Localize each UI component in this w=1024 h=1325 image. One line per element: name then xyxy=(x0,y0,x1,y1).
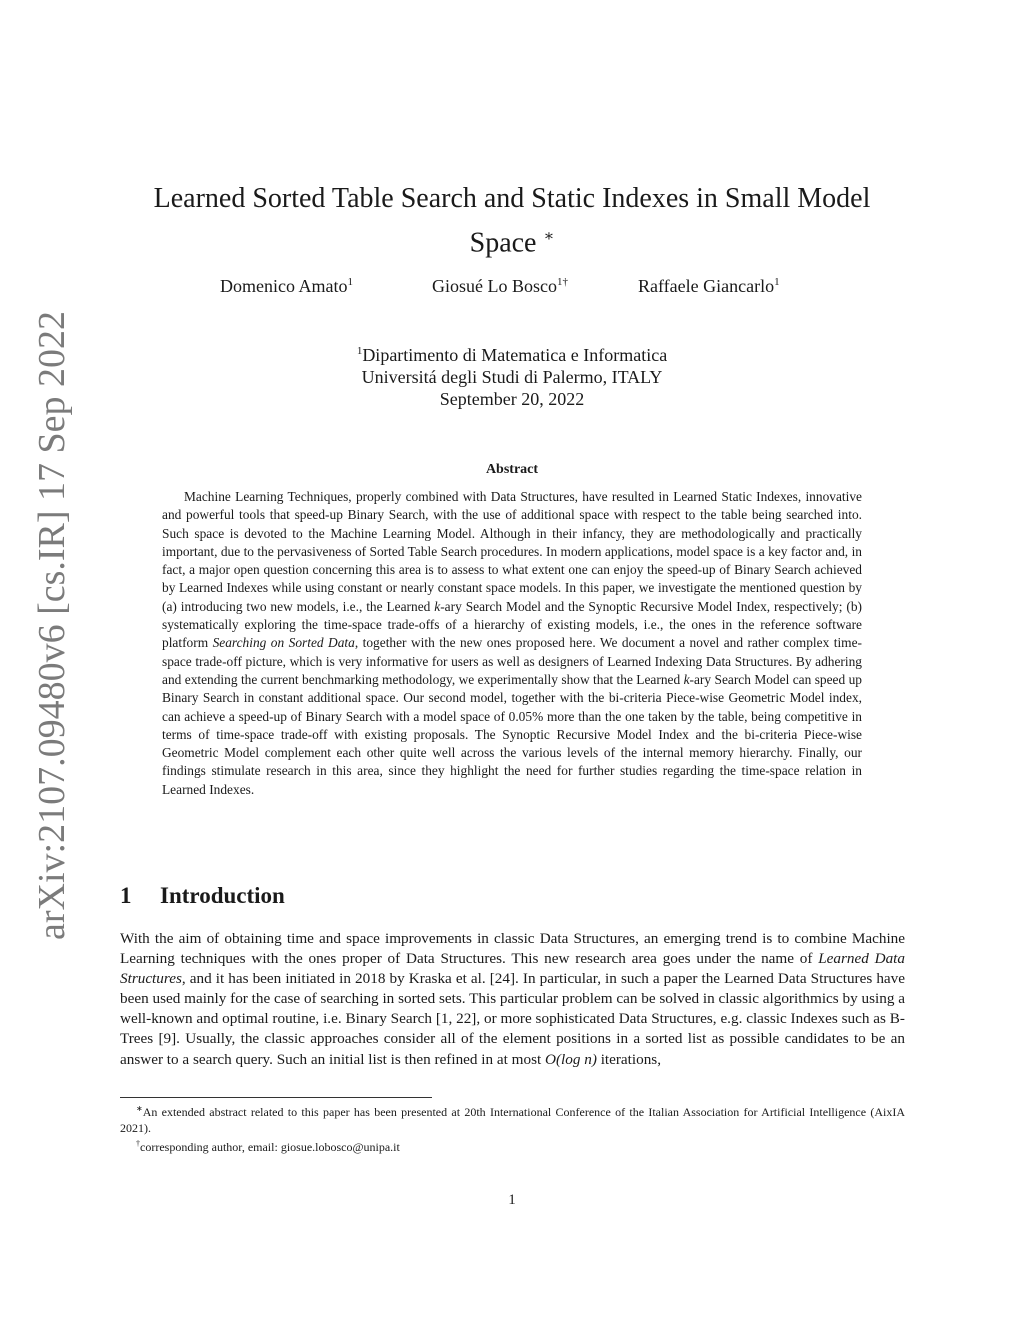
abstract-body: Machine Learning Techniques, properly combined with Data Structures, have resulted in Learned Static Indexes, innovative and powerful tools that speed-up Binary Search, with the use of additional space with respect to the table being searched into. Such space is devoted to the Machine Learning Model. Although in their infancy, they are methodologically and practically important, due to the pervasiveness of Sorted Table Search procedures. In modern applications, model space is a key factor and, in fact, a major open question concerning this area is to assess to what extent one can enjoy the speed-up of Binary Search achieved by Learned Indexes while using constant or nearly constant space models. In this paper, we investigate the mentioned question by (a) introducing two new models, i.e., the Learned k-ary Search Model and the Synoptic Recursive Model Index, respectively; (b) systematically exploring the time-space trade-offs of a hierarchy of existing models, i.e., the ones in the reference software platform Searching on Sorted Data, together with the new ones proposed here. We document a novel and rather complex time-space trade-off picture, which is very informative for users as well as designers of Learned Indexing Data Structures. By adhering and extending the current benchmarking methodology, we experimentally show that the Learned k-ary Search Model can speed up Binary Search in constant additional space. Our second model, together with the bi-criteria Piece-wise Geometric Model index, can achieve a speed-up of Binary Search with a model space of 0.05% more than the one taken by the table, being competitive in terms of time-space trade-off with existing proposals. The Synoptic Recursive Model Index and the bi-criteria Piece-wise Geometric Model complement each other quite well across the various levels of the internal memory hierarchy. Finally, our findings stimulate research in this area, since they highlight the need for further studies regarding the time-space relation in Learned Indexes. xyxy=(162,489,862,797)
footnote-rule xyxy=(120,1097,432,1098)
affiliation: $^1$Dipartimento di Matematica e Informatica Universitá degli Studi di Palermo, ITALY September 20, 2022 xyxy=(0,340,1024,410)
author-2: Giosué Lo Bosco$^{1\dagger}$ xyxy=(432,276,568,296)
footnote-1: ∗An extended abstract related to this paper has been presented at 20th International Conference of the Italian Association for Artificial Intelligence (AixIA 2021). xyxy=(120,1104,905,1135)
author-1: Domenico Amato$^1$ xyxy=(220,276,353,296)
author-3: Raffaele Giancarlo$^1$ xyxy=(638,276,780,296)
arxiv-stamp: arXiv:2107.09480v6 [cs.IR] 17 Sep 2022 xyxy=(31,310,73,940)
paper-title xyxy=(100,180,924,262)
abstract-heading: Abstract xyxy=(485,462,539,477)
affiliation-university: Universitá degli Studi di Palermo, ITALY xyxy=(361,367,663,387)
page-number: 1 xyxy=(508,1192,516,1208)
introduction-paragraph: With the aim of obtaining time and space improvements in classic Data Structures, an emerging trend is to combine Machine Learning techniques with the ones proper of Data Structures. This new research area goes under the name of Learned Data Structures, and it has been initiated in 2018 by Kraska et al. [24]. In particular, in such a paper the Learned Data Structures have been used mainly for the case of searching in sorted sets. This particular problem can be solved in classic algorithmics by using a well-known and optimal routine, i.e. Binary Search [1, 22], or more sophisticated Data Structures, e.g. classic Indexes such as B-Trees [9]. Usually, the classic approaches consider all of the element positions in a sorted list as possible candidates to be an answer to a search query. Such an initial list is then refined in at most O(log n) iterations, xyxy=(120,930,905,1068)
title-line-1: Learned Sorted Table Search and Static Indexes in Small Model xyxy=(153,183,871,214)
footnotes xyxy=(120,1101,905,1156)
title-line-2: Space xyxy=(469,227,537,259)
footnote-2: †corresponding author, email: giosue.lobosco@unipa.it xyxy=(136,1139,400,1154)
section-heading: 1 Introduction xyxy=(120,883,285,908)
title-footnote-mark: ∗ xyxy=(543,228,555,245)
paper-date: September 20, 2022 xyxy=(439,389,585,409)
affiliation-dept: Dipartimento di Matematica e Informatica xyxy=(362,345,668,365)
